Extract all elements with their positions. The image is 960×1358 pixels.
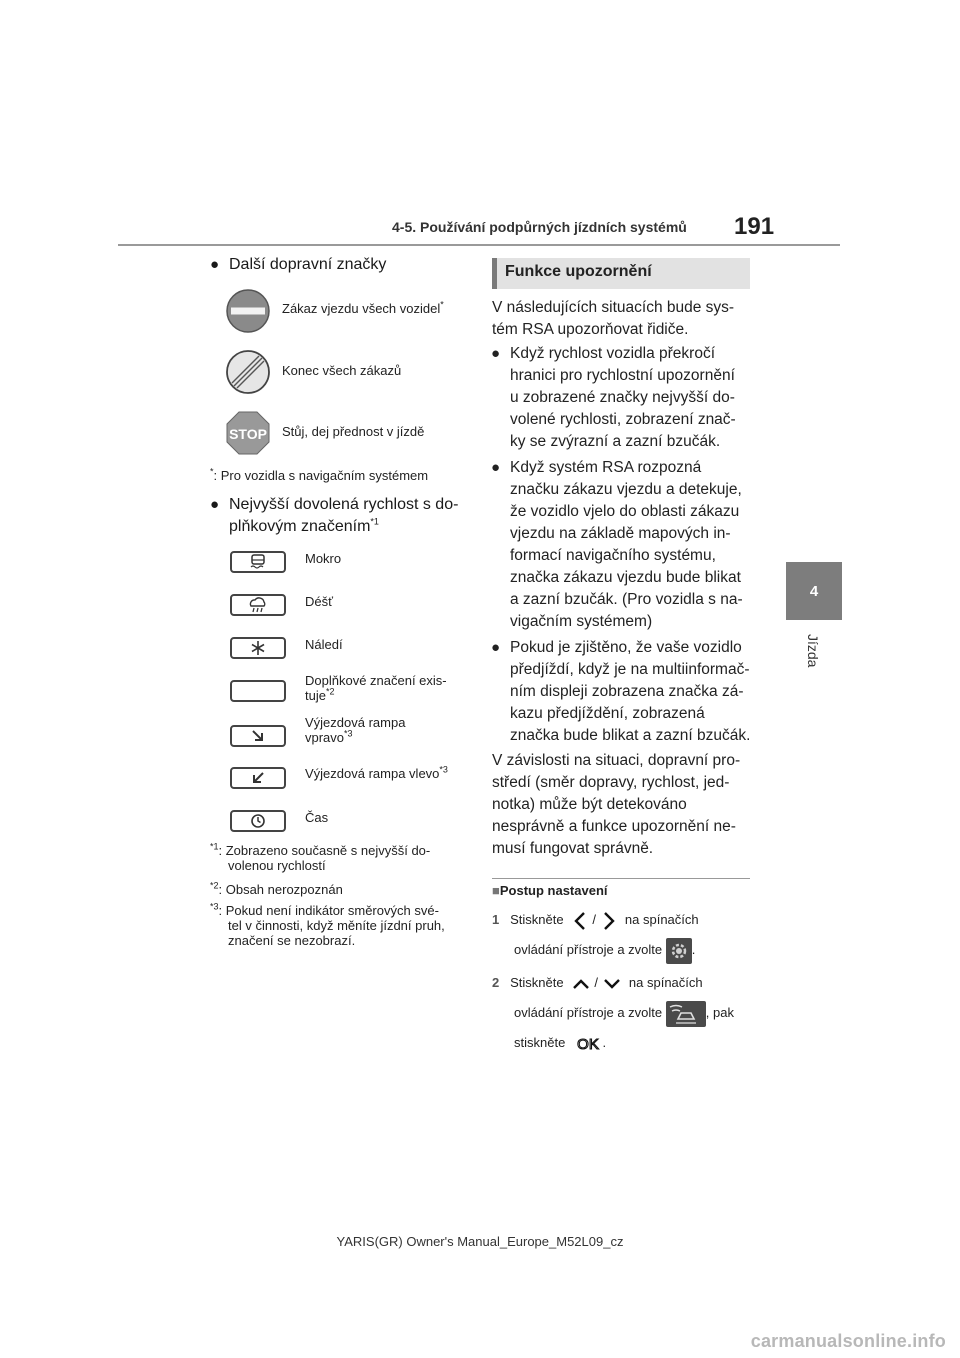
end-of-restrictions-sign-icon (226, 350, 270, 394)
sign-label-stop: Stůj, dej přednost v jízdě (282, 424, 425, 439)
panel-exit-left (230, 767, 286, 789)
section-heading-warning: Funkce upozornění (492, 258, 750, 289)
page-number: 191 (734, 213, 775, 240)
ok-button-icon (573, 1035, 603, 1053)
closing-paragraph: V závislosti na situaci, dopravní pro- středí (směr dopravy, rychlost, jed- notka) může být detekováno nesprávně a funkce upozornění ne- musí fungovat správně. (492, 752, 741, 857)
panel-additional (230, 680, 286, 702)
driving-assist-car-icon (666, 1001, 706, 1027)
sign-label-end-restrictions: Konec všech zákazů (282, 363, 402, 378)
snowflake-icon (250, 640, 266, 656)
clock-icon (250, 813, 266, 829)
no-entry-sign-icon (226, 289, 270, 333)
footnote-2: $^{*2}$: Obsah nerozpoznán (210, 880, 343, 897)
bullet-dot: ● (491, 639, 501, 656)
chapter-side-label (786, 630, 842, 670)
bullet-other-signs: ● Další dopravní značky (229, 254, 386, 276)
panel-wet (230, 551, 286, 573)
panel-label-exit-left: Výjezdová rampa vlevo$^{*3}$ (305, 764, 448, 781)
bullet-dot: ● (491, 345, 501, 362)
watermark: carmanualsonline.info (750, 1331, 946, 1351)
warning-bullet-3: ● Pokud je zjištěno, že vaše vozidlo předjíždí, když je na multiinformač- ním displeji zobrazena značka zá- kazu předjíždění, zobrazená značka bude blikat a zazní bzučák. (491, 639, 751, 744)
bullet-dot: ● (491, 459, 501, 476)
settings-gear-icon (666, 938, 692, 964)
panel-label-exit-right: Výjezdová rampa vpravo$^{*3}$ (305, 715, 406, 745)
warning-bullet-2: ● Když systém RSA rozpozná značku zákazu vjezdu a detekuje, že vozidlo vjelo do oblasti zákazu vjezdu na základě mapových in- formací navigačního systému, značka zákazu vjezdu bude blikat a zazní bzučák. (Pro vozidla s na- vigačním systémem) (491, 459, 743, 630)
svg-text:STOP: STOP (229, 426, 267, 442)
subsection-heading: ■Postup nastavení (492, 883, 608, 898)
panel-label-rain: Déšť (305, 594, 333, 609)
chapter-tab[interactable]: 4 (786, 562, 842, 620)
panel-time (230, 810, 286, 832)
panel-rain (230, 594, 286, 616)
step-1: 1 Stiskněte / na spínačích ovládání přístroje a zvolte . (492, 906, 699, 964)
header-rule (118, 244, 840, 246)
note-star: *: Pro vozidla s navigačním systémem (210, 466, 429, 483)
svg-text:OK: OK (576, 1035, 599, 1053)
sign-label-no-entry: Zákaz vjezdu všech vozidel* (282, 299, 444, 316)
panel-label-additional: Doplňkové značení exis- tuje$^{*2}$ (305, 673, 447, 703)
panel-label-ice: Náledí (305, 637, 343, 652)
intro-paragraph: V následujících situacích bude sys- tém RSA upozorňovat řidiče. (492, 299, 735, 338)
stop-sign-icon (226, 411, 270, 455)
panel-label-time: Čas (305, 810, 329, 825)
panel-exit-right (230, 725, 286, 747)
bullet-speed-limit: ● Nejvyšší dovolená rychlost s do- plňkovým značením$^{*1}$ (229, 494, 458, 538)
section-header-title: 4-5. Používání podpůrných jízdních systémů (392, 219, 687, 235)
subsection-rule (492, 878, 750, 879)
chevron-left-icon (571, 910, 589, 932)
wet-road-icon (248, 554, 268, 570)
footnote-1: $^{*1}$: Zobrazeno současně s nejvyšší do- volenou rychlostí (210, 841, 431, 873)
warning-bullet-1: ● Když rychlost vozidla překročí hranici pro rychlostní upozornění u zobrazené značky nejvyšší do- volené rychlosti, zobrazení znač- ky se zvýrazní a zazní bzučák. (491, 345, 736, 450)
page-footer: YARIS(GR) Owner's Manual_Europe_M52L09_cz (336, 1234, 624, 1249)
step-2: 2 Stiskněte / na spínačích ovládání přístroje a zvolte , pak stiskněte OK . (492, 975, 734, 1053)
panel-ice (230, 637, 286, 659)
chapter-label-text: Jízda (805, 634, 821, 668)
chevron-down-icon (602, 976, 622, 992)
chevron-up-icon (571, 976, 591, 992)
rain-cloud-icon (246, 597, 270, 613)
chevron-right-icon (600, 910, 618, 932)
arrow-down-left-icon (250, 770, 266, 786)
panel-label-wet: Mokro (305, 551, 342, 566)
arrow-down-right-icon (250, 728, 266, 744)
footnote-3: $^{*3}$: Pokud není indikátor směrových své- tel v činnosti, když měníte jízdní pruh, značení se nezobrazí. (210, 901, 445, 948)
